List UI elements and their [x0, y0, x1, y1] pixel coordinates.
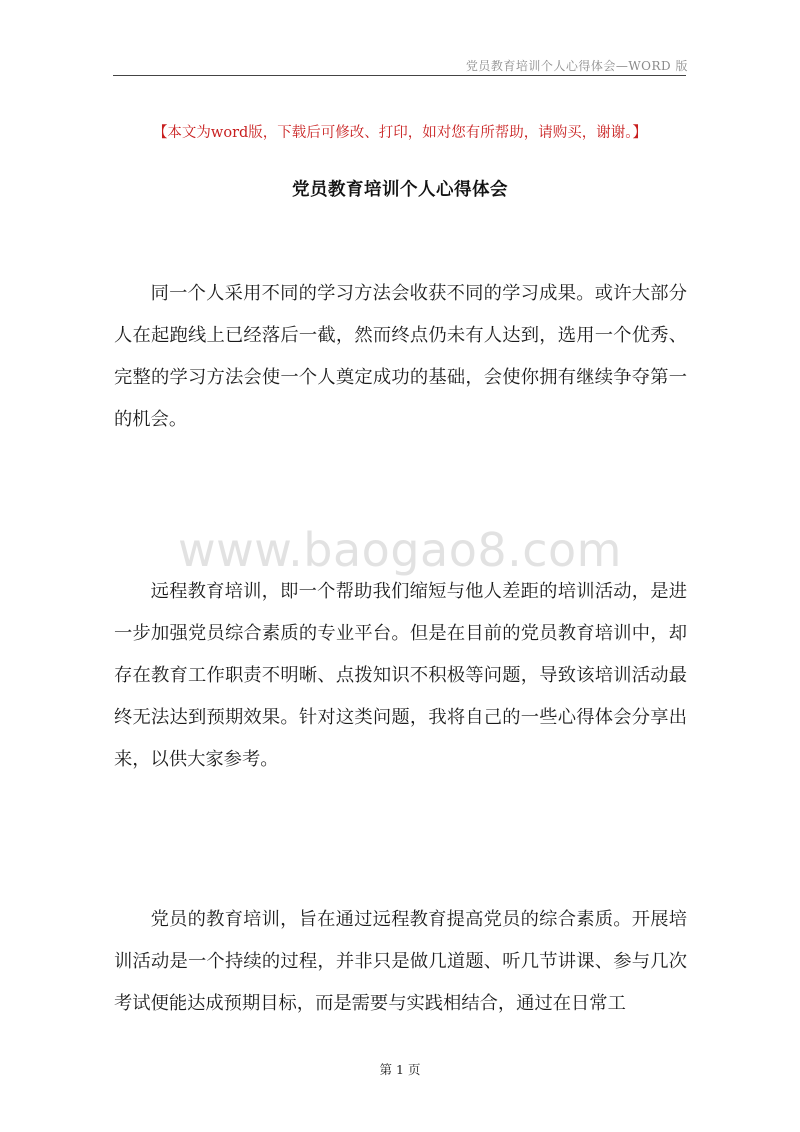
header-divider — [113, 75, 686, 76]
body-paragraph: 党员的教育培训，旨在通过远程教育提高党员的综合素质。开展培训活动是一个持续的过程，并非只是做几道题、听几节讲课、参与几次考试便能达成预期目标，而是需要与实践相结合，通过在日常工 — [114, 909, 687, 1014]
running-header: 党员教育培训个人心得体会—WORD 版 — [465, 59, 688, 73]
page-number: 第 1 页 — [379, 1062, 421, 1077]
download-notice: 【本文为word版，下载后可修改、打印，如对您有所帮助，请购买，谢谢。】 — [152, 125, 648, 141]
body-paragraph: 远程教育培训，即一个帮助我们缩短与他人差距的培训活动，是进一步加强党员综合素质的专业平台。但是在目前的党员教育培训中，却存在教育工作职责不明晰、点拨知识不积极等问题，导致该培训活动最终无法达到预期效果。针对这类问题，我将自己的一些心得体会分享出来，以供大家参考。 — [114, 581, 687, 770]
watermark-text: www.baogao8.com — [178, 523, 622, 577]
document-title: 党员教育培训个人心得体会 — [292, 180, 508, 200]
body-paragraph: 同一个人采用不同的学习方法会收获不同的学习成果。或许大部分人在起跑线上已经落后一截，然而终点仍未有人达到，选用一个优秀、完整的学习方法会使一个人奠定成功的基础，会使你拥有继续争夺第一的机会。 — [114, 283, 687, 430]
